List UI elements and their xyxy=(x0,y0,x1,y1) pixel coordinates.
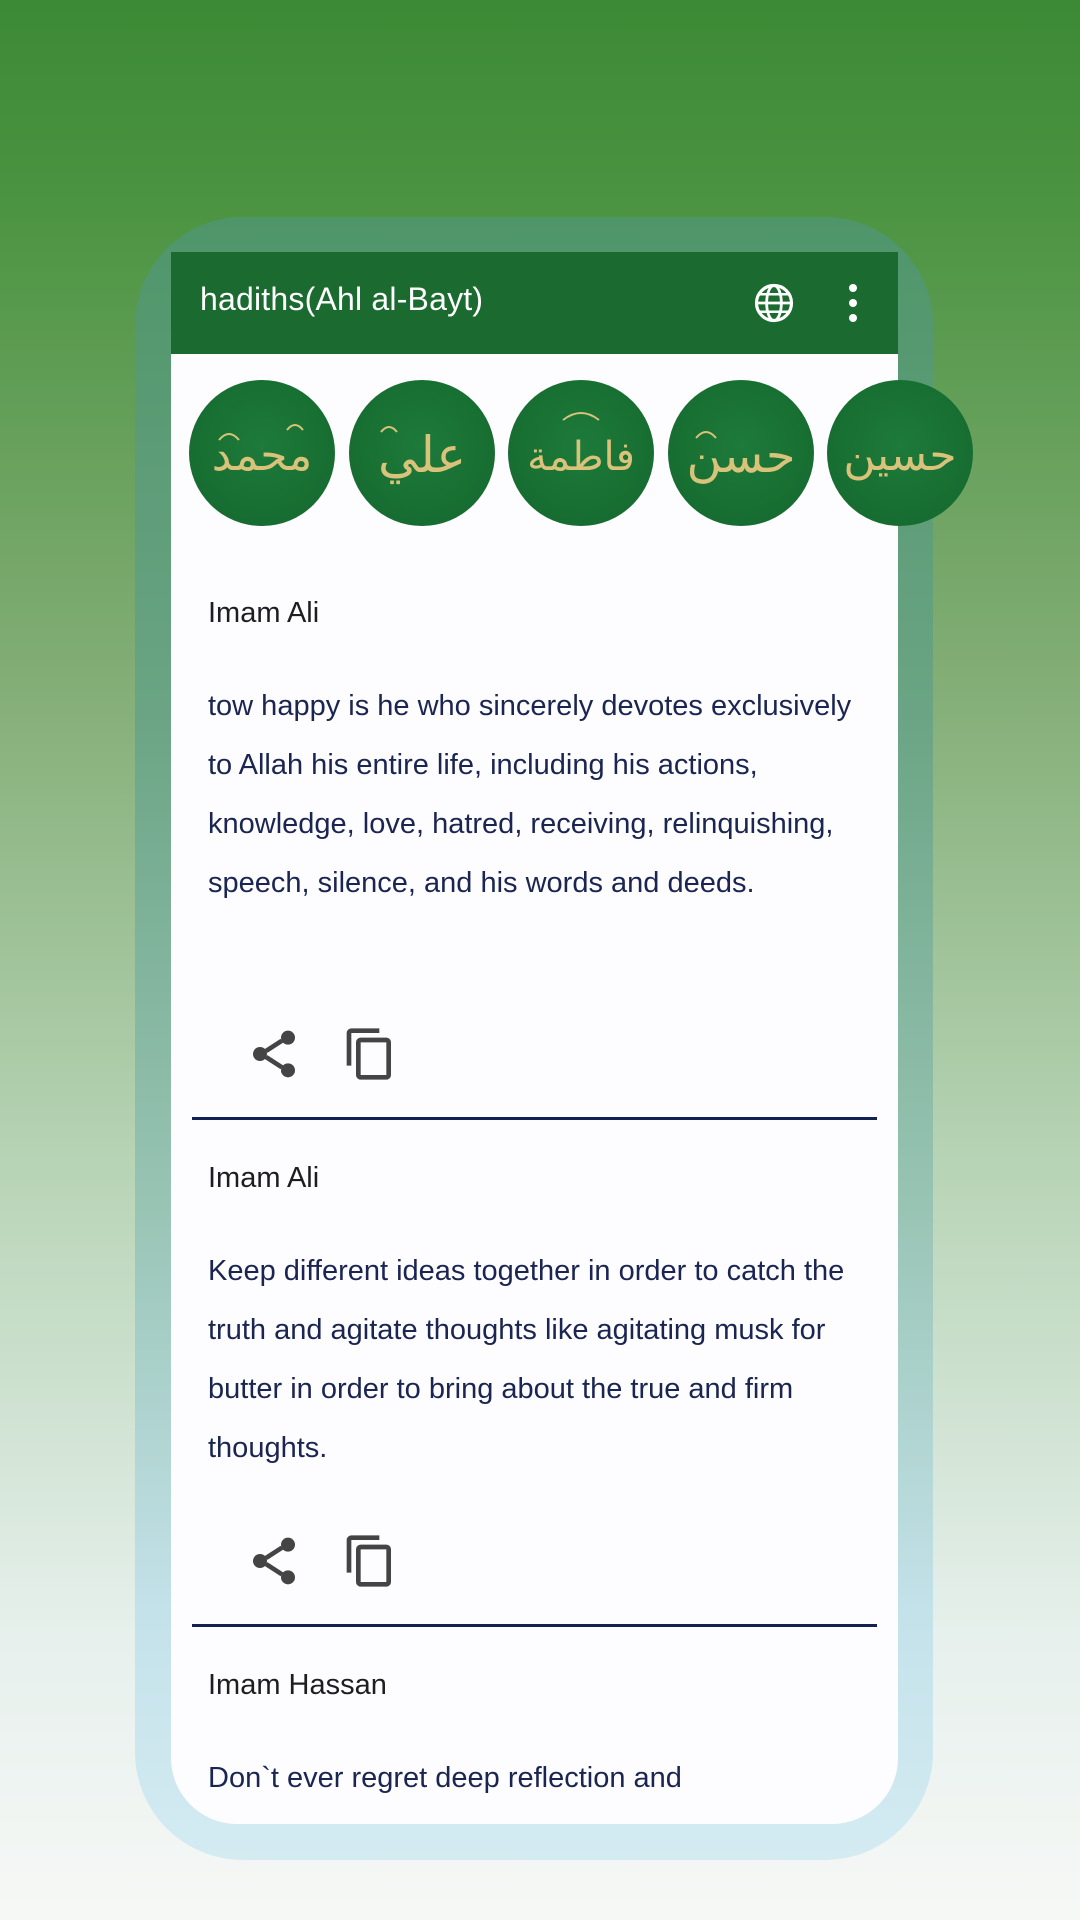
app-bar xyxy=(171,252,898,354)
calligraphy-fatima-icon xyxy=(508,380,654,526)
avatar-hussain[interactable] xyxy=(827,380,973,526)
hadith-text: tow happy is he who sincerely devotes exclusively to Allah his entire life, including his actions, knowledge, love, hatred, receiving, relinquishing, speech, silence, and his words and deeds. xyxy=(208,690,852,899)
app-title: hadiths(Ahl al-Bayt) xyxy=(200,281,484,317)
calligraphy-ali-icon xyxy=(349,380,495,526)
imam-avatar-strip[interactable] xyxy=(171,364,957,534)
copy-button[interactable] xyxy=(342,1533,398,1589)
hadith-author: Imam Ali xyxy=(208,1162,320,1194)
hadith-author: Imam Ali xyxy=(208,597,320,629)
overflow-menu-button[interactable] xyxy=(843,282,863,324)
calligraphy-hassan-icon xyxy=(668,380,814,526)
share-button[interactable] xyxy=(246,1026,302,1082)
copy-icon xyxy=(342,1533,398,1589)
app-screen xyxy=(171,252,957,1824)
calligraphy-hussain-icon xyxy=(827,380,973,526)
card-divider xyxy=(192,1624,877,1627)
hadith-author: Imam Hassan xyxy=(208,1669,387,1701)
svg-text:حسن: حسن xyxy=(686,428,796,484)
more-vert-icon xyxy=(843,282,863,324)
language-button[interactable] xyxy=(753,282,795,324)
svg-text:محمد: محمد xyxy=(211,430,313,481)
svg-text:فاطمة: فاطمة xyxy=(527,434,635,480)
avatar-fatima[interactable] xyxy=(508,380,654,526)
copy-button[interactable] xyxy=(342,1026,398,1082)
globe-icon xyxy=(753,282,795,324)
avatar-ali[interactable] xyxy=(349,380,495,526)
avatar-muhammad[interactable] xyxy=(189,380,335,526)
svg-text:حسين: حسين xyxy=(843,430,957,481)
share-button[interactable] xyxy=(246,1533,302,1589)
copy-icon xyxy=(342,1026,398,1082)
share-icon xyxy=(246,1533,302,1589)
avatar-hassan[interactable] xyxy=(668,380,814,526)
card-divider xyxy=(192,1117,877,1120)
hadith-text: Don`t ever regret deep reflection and xyxy=(208,1762,682,1794)
svg-text:علي: علي xyxy=(377,426,467,484)
hadith-text: Keep different ideas together in order to catch the truth and agitate thoughts like agitating musk for butter in order to bring about the true and firm thoughts. xyxy=(208,1255,845,1464)
share-icon xyxy=(246,1026,302,1082)
calligraphy-muhammad-icon xyxy=(189,380,335,526)
